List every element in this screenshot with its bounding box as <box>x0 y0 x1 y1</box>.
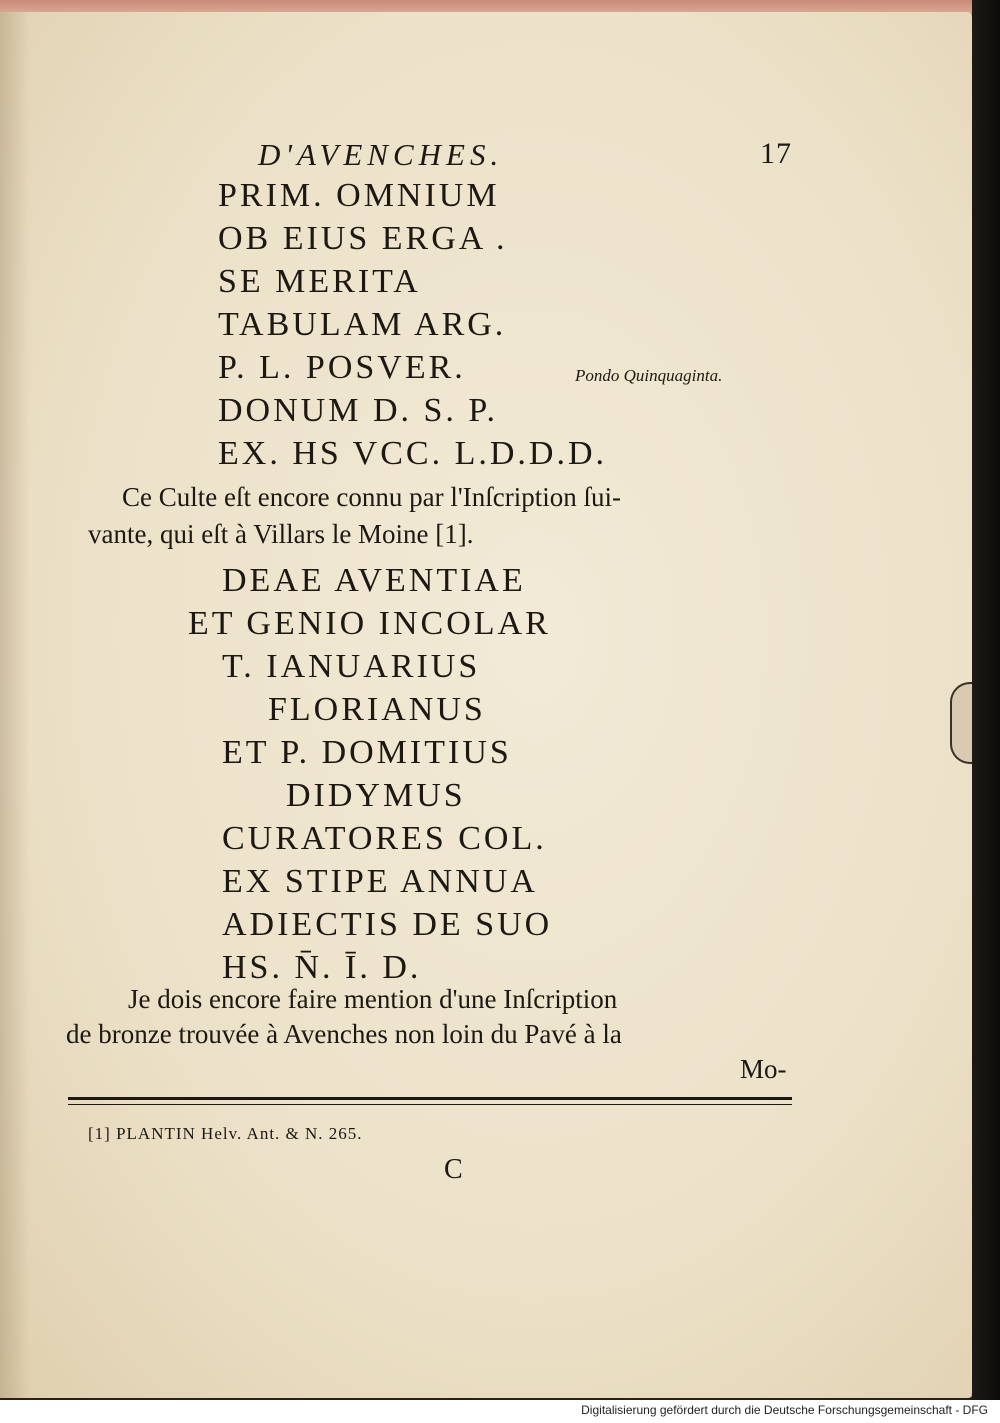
footnote: [1] PLANTIN Helv. Ant. & N. 265. <box>88 1124 363 1143</box>
inscription-line: DEAE AVENTIAE <box>222 562 526 599</box>
inscription-line: SE MERITA <box>218 263 421 300</box>
digitization-footer <box>0 1400 1000 1423</box>
margin-note: Pondo Quinquaginta. <box>575 366 723 385</box>
running-head: D'AVENCHES. <box>258 137 504 172</box>
prose-line: vante, qui eſt à Villars le Moine [1]. <box>88 519 474 549</box>
inscription-line: OB EIUS ERGA . <box>218 220 508 257</box>
prose-line: de bronze trouvée à Avenches non loin du Pavé à la <box>66 1019 622 1049</box>
inscription-line: P. L. POSVER. <box>218 349 466 386</box>
inscription-line: TABULAM ARG. <box>218 306 507 343</box>
inscription-line: HS. N̄. Ī. D. <box>222 949 422 986</box>
inscription-line: DIDYMUS <box>286 777 466 814</box>
footer-credit: Digitalisierung gefördert durch die Deutsche Forschungsgemeinschaft - DFG <box>581 1403 988 1417</box>
inscription-line: PRIM. OMNIUM <box>218 177 500 214</box>
inscription-line: EX. HS VCC. L.D.D.D. <box>218 435 608 472</box>
inscription-line: ADIECTIS DE SUO <box>222 906 553 943</box>
prose-line: Je dois encore faire mention d'une Inſcription <box>128 984 618 1014</box>
prose-line: Ce Culte eſt encore connu par l'Inſcription ſui- <box>122 482 621 512</box>
catchword: Mo- <box>740 1054 787 1084</box>
book-edge-dark <box>972 0 1000 1400</box>
inscription-line: T. IANUARIUS <box>222 648 481 685</box>
signature-mark: C <box>444 1154 463 1185</box>
inscription-line: EX STIPE ANNUA <box>222 863 538 900</box>
footnote-rule <box>68 1104 792 1105</box>
inscription-line: ET GENIO INCOLAR <box>188 605 551 642</box>
spine-shadow <box>0 12 30 1398</box>
book-page <box>0 12 974 1398</box>
inscription-line: DONUM D. S. P. <box>218 392 499 429</box>
inscription-line: FLORIANUS <box>268 691 486 728</box>
inscription-line: ET P. DOMITIUS <box>222 734 512 771</box>
inscription-line: CURATORES COL. <box>222 820 547 857</box>
page-number: 17 <box>760 137 792 170</box>
footnote-rule <box>68 1097 792 1100</box>
